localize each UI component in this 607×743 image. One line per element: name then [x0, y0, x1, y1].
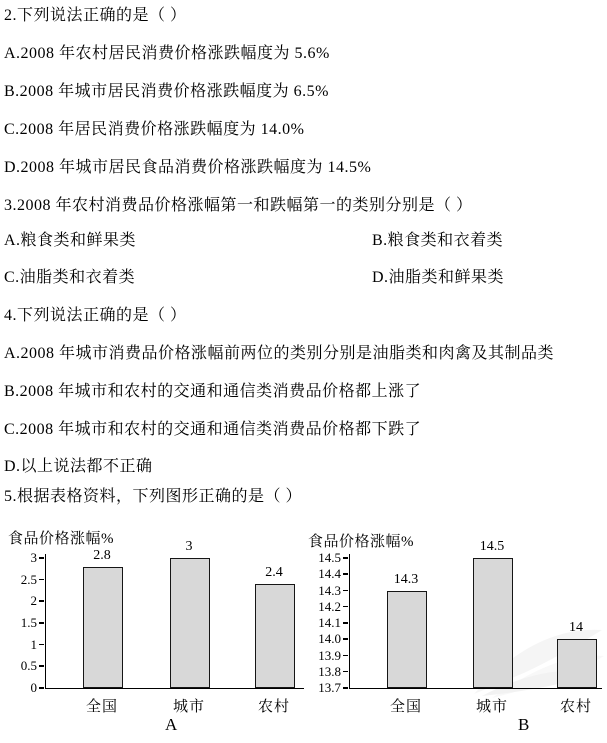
x-category-label: 城市 — [475, 699, 509, 715]
x-category-label: 农村 — [257, 699, 291, 715]
y-tick-mark — [343, 655, 348, 657]
chart-bar — [473, 558, 513, 688]
y-tick-label: 14.0 — [318, 631, 341, 647]
y-tick-mark — [39, 579, 44, 581]
bar-value-label: 3 — [185, 539, 193, 554]
chart-bar — [170, 558, 210, 688]
question-3-option-b: B.粮食类和衣着类 — [372, 232, 504, 249]
question-2-option-c: C.2008 年居民消费价格涨跌幅度为 14.0% — [4, 121, 305, 138]
bar-value-label: 14 — [569, 620, 583, 636]
y-tick-mark — [343, 590, 348, 592]
y-tick-label: 14.5 — [318, 550, 341, 565]
x-category-label: 全国 — [389, 699, 423, 715]
y-tick-mark — [39, 665, 44, 667]
question-2-option-d: D.2008 年城市居民食品消费价格涨跌幅度为 14.5% — [4, 159, 372, 176]
question-4-option-a: A.2008 年城市消费品价格涨幅前两位的类别分别是油脂类和肉禽及其制品类 — [4, 345, 555, 362]
y-tick-mark — [343, 557, 348, 559]
question-3-row-1 — [4, 231, 604, 250]
chart-bar — [255, 584, 295, 688]
y-tick-label: 14.4 — [318, 566, 341, 582]
y-tick-label: 2 — [30, 593, 37, 609]
y-tick-label: 14.3 — [318, 582, 341, 598]
y-tick-mark — [343, 573, 348, 575]
y-tick-mark — [39, 600, 44, 602]
chart-y-axis-title: 食品价格涨幅% — [308, 534, 414, 550]
y-tick-mark — [343, 638, 348, 640]
question-4-option-b: B.2008 年城市和农村的交通和通信类消费品价格都上涨了 — [4, 383, 422, 400]
y-tick-label: 14.2 — [318, 598, 341, 614]
x-category-label: 城市 — [172, 699, 206, 715]
y-tick-label: 0.5 — [20, 658, 37, 674]
chart-plot-area — [349, 554, 602, 689]
y-tick-label: 1 — [30, 636, 37, 652]
chart-y-axis-title: 食品价格涨幅% — [8, 531, 114, 547]
y-tick-mark — [343, 622, 348, 624]
chart-b-food-price-increase — [300, 515, 607, 743]
y-tick-mark — [39, 687, 44, 689]
bar-value-label: 14.5 — [479, 539, 505, 554]
bar-value-label: 2.8 — [93, 547, 111, 563]
chart-label: B — [518, 715, 530, 734]
question-5-title: 5.根据表格资料，下列图形正确的是（ ） — [4, 488, 303, 505]
question-2-option-a: A.2008 年农村居民消费价格涨跌幅度为 5.6% — [4, 45, 330, 62]
y-tick-mark — [39, 557, 44, 559]
question-3-title: 3.2008 年农村消费品价格涨幅第一和跌幅第一的类别分别是（ ） — [4, 197, 473, 214]
y-tick-mark — [343, 671, 348, 673]
x-category-label: 全国 — [85, 699, 119, 715]
question-2-title: 2.下列说法正确的是（ ） — [4, 7, 187, 24]
y-tick-label: 13.9 — [318, 647, 341, 663]
bar-value-label: 2.4 — [265, 565, 283, 580]
question-3-option-a: A.粮食类和鲜果类 — [4, 232, 137, 249]
question-3-option-c: C.油脂类和衣着类 — [4, 269, 136, 286]
question-3-option-d: D.油脂类和鲜果类 — [372, 269, 505, 286]
x-category-label: 农村 — [559, 699, 593, 715]
question-4-option-c: C.2008 年城市和农村的交通和通信类消费品价格都下跌了 — [4, 421, 422, 438]
question-4-option-d: D.以上说法都不正确 — [4, 458, 153, 475]
y-tick-label: 1.5 — [20, 615, 37, 630]
y-tick-label: 13.7 — [318, 680, 341, 695]
question-2-option-b: B.2008 年城市居民消费价格涨跌幅度为 6.5% — [4, 83, 330, 100]
question-4-title: 4.下列说法正确的是（ ） — [4, 307, 187, 324]
chart-a-food-price-increase — [0, 515, 310, 743]
chart-label: A — [165, 715, 178, 734]
y-tick-label: 0 — [30, 680, 37, 695]
chart-bar — [387, 591, 427, 689]
chart-bar — [557, 639, 597, 688]
y-tick-label: 13.8 — [318, 663, 341, 679]
y-tick-label: 2.5 — [20, 571, 37, 587]
y-tick-mark — [343, 606, 348, 608]
y-tick-mark — [343, 687, 348, 689]
y-tick-mark — [39, 644, 44, 646]
y-tick-mark — [39, 622, 44, 624]
y-tick-label: 3 — [30, 550, 37, 565]
question-3-row-2 — [4, 268, 604, 287]
y-tick-label: 14.1 — [318, 615, 341, 630]
bar-value-label: 14.3 — [393, 571, 419, 587]
chart-bar — [83, 567, 123, 688]
